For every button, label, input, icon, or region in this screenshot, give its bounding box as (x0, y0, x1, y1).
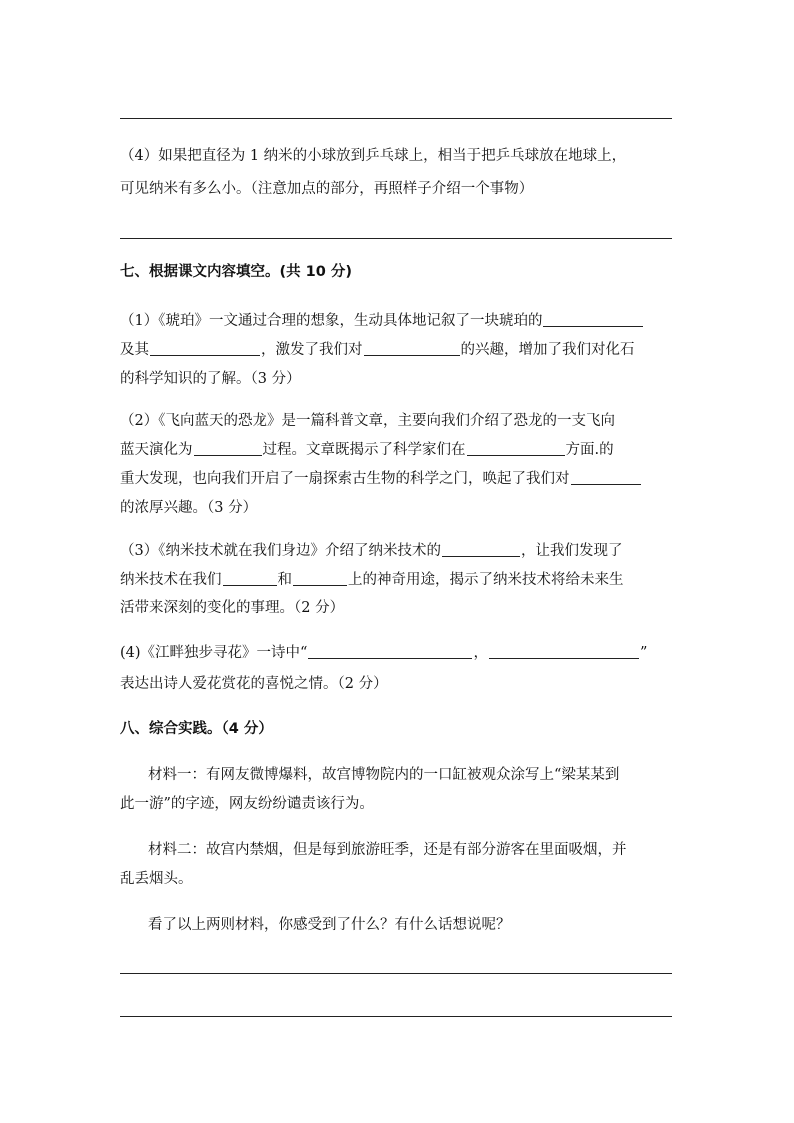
s7-q2-line3 (120, 469, 680, 489)
s7-q1-line2 (120, 340, 680, 360)
s7-q3-line2 (120, 570, 680, 590)
s8-material2-line1: 材料二：故宫内禁烟，但是每到旅游旺季，还是有部分游客在里面吸烟，并 (148, 842, 627, 858)
q6-4-line2: 可见纳米有多么小。（注意加点的部分，再照样子介绍一个事物） (120, 181, 534, 197)
s7-q2-text-d: 方面.的 (565, 442, 614, 458)
s7-q2-text-e: 重大发现，也向我们开启了一扇探索古生物的科学之门，唤起了我们对 (120, 471, 570, 487)
s8-material1-line2: 此一游”的字迹，网友纷纷谴责该行为。 (120, 796, 374, 812)
answer-line-s8-2 (120, 1016, 672, 1017)
answer-line-q6-4 (120, 238, 672, 239)
s7-q3-text-a: （3）《纳米技术就在我们身边》介绍了纳米技术的 (120, 543, 441, 559)
s7-q2-text-b: 蓝天演化为 (120, 442, 193, 458)
s7-q3-text-e: 上的神奇用途，揭示了纳米技术将给未来生 (348, 572, 624, 588)
section7-title: 七、根据课文内容填空。(共 10 分) (120, 264, 353, 280)
s7-q3-blank1[interactable] (442, 542, 520, 557)
s7-q3-blank3[interactable] (293, 571, 347, 586)
s7-q1-text-c: ，激发了我们对 (261, 342, 363, 358)
s7-q2-line4: 的浓厚兴趣。（3 分） (120, 500, 258, 516)
s7-q4-text-a: (4)《江畔独步寻花》一诗中“ (120, 645, 308, 661)
s7-q1-blank3[interactable] (364, 341, 460, 356)
answer-line-top (120, 118, 672, 119)
s7-q1-line3: 的科学知识的了解。（3 分） (120, 371, 301, 387)
s8-material2-line2: 乱丢烟头。 (120, 871, 193, 887)
answer-line-s8-1 (120, 973, 672, 974)
s7-q2-blank3[interactable] (571, 470, 641, 485)
s7-q4-line1 (120, 643, 680, 663)
q6-4-line1: （4）如果把直径为 1 纳米的小球放到乒乓球上，相当于把乒乓球放在地球上， (120, 148, 627, 164)
s7-q2-line2 (120, 440, 680, 460)
s7-q3-blank2[interactable] (223, 571, 277, 586)
section8-title: 八、综合实践。（4 分） (120, 721, 273, 737)
s7-q1-blank2[interactable] (150, 341, 260, 356)
s8-prompt: 看了以上两则材料，你感受到了什么？有什么话想说呢？ (148, 917, 511, 933)
s7-q2-line1: （2）《飞向蓝天的恐龙》是一篇科普文章，主要向我们介绍了恐龙的一支飞向 (120, 413, 615, 429)
s7-q4-blank2[interactable] (489, 644, 639, 659)
s7-q1-blank1[interactable] (543, 312, 643, 327)
s7-q3-line1 (120, 541, 680, 561)
s7-q2-text-c: 过程。文章既揭示了科学家们在 (262, 442, 466, 458)
s7-q1-text-a: （1）《琥珀》一文通过合理的想象，生动具体地记叙了一块琥珀的 (120, 313, 543, 329)
s7-q4-text-c: ” (639, 645, 648, 661)
s7-q4-text-b: ， (473, 645, 488, 661)
s7-q3-text-c: 纳米技术在我们 (120, 572, 222, 588)
s7-q4-line2: 表达出诗人爱花赏花的喜悦之情。（2 分） (120, 676, 388, 692)
s7-q3-text-b: ，让我们发现了 (520, 543, 623, 559)
s7-q3-text-d: 和 (277, 572, 292, 588)
s7-q1-text-d: 的兴趣，增加了我们对化石 (460, 342, 635, 358)
s7-q1-line1 (120, 311, 680, 331)
s7-q4-blank1[interactable] (308, 644, 472, 659)
s7-q2-blank2[interactable] (467, 441, 565, 456)
s7-q1-text-b: 及其 (120, 342, 149, 358)
s8-material1-line1: 材料一：有网友微博爆料，故宫博物院内的一口缸被观众涂写上“梁某某到 (148, 767, 620, 783)
s7-q2-blank1[interactable] (194, 441, 262, 456)
s7-q3-line3: 活带来深刻的变化的事理。（2 分） (120, 600, 345, 616)
